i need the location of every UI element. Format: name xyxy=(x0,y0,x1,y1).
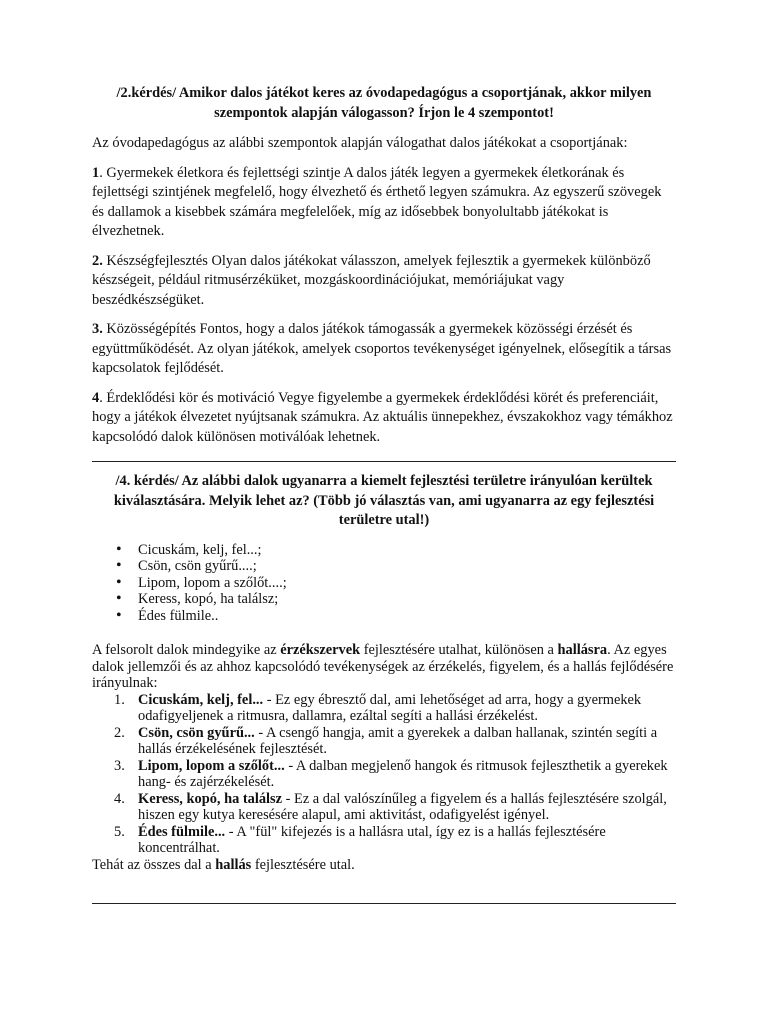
criterion-3 xyxy=(92,320,676,379)
criterion-number: 3. xyxy=(92,321,103,337)
song-item: • Lipom, lopom a szőlőt....; xyxy=(138,575,676,592)
criterion-number: 2. xyxy=(92,252,103,269)
conclusion: Tehát az összes dal a hallás fejlesztésére utal. xyxy=(92,856,355,873)
song-list xyxy=(92,542,676,625)
criterion-2 xyxy=(92,252,676,311)
song-item: • Csön, csön gyűrű....; xyxy=(138,558,676,575)
criterion-number: 1 xyxy=(92,164,100,181)
song-name: Csön, csön gyűrű... xyxy=(138,724,255,741)
answer-item: 2. Csön, csön gyűrű... - A csengő hangja, amit a gyerekek a dalban hallanak, szintén segíti a hallás érzékelésének fejlesztését. xyxy=(114,724,658,757)
criterion-4: 4. Érdeklődési kör és motiváció Vegye figyelembe a gyermekek érdeklődési körét és preferenciáit, hogy a játékok élvezetet nyújtsanak számukra. Az aktuális ünnepekhez, évszakokhoz vagy témákhoz kapcsolódó dalok különösen motiválóak lehetnek. xyxy=(92,389,673,445)
section-divider xyxy=(92,461,676,462)
criterion-text: Gyermekek életkora és fejlettségi szintje A dalos játék legyen a gyermekek életkorának és fejlettségi szintjének megfelelő, hogy élvezhető és érthető legyen számukra. Az egyszerű szövegek és dallamok a kisebbek számára megfelelőek, míg az idősebbek bonyolultabb játékokat is élvezhetnek. xyxy=(92,164,662,239)
criterion-1: 1. Gyermekek életkora és fejlettségi szintje A dalos játék legyen a gyermekek életkorának és fejlettségi szintjének megfelelő, hogy élvezhető és érthető legyen számukra. Az egyszerű szövegek és dallamok a kisebbek számára megfelelőek, míg az idősebbek bonyolultabb játékokat is élvezhetnek. xyxy=(92,164,662,239)
answer-item: 3. Lipom, lopom a szőlőt... - A dalban megjelenő hangok és ritmusok fejleszthetik a gyerekek hang- és zajérzékelését. xyxy=(114,757,668,790)
song-name: Édes fülmile... xyxy=(138,823,226,840)
song-name: Cicuskám, kelj, fel... xyxy=(138,691,264,708)
question-2-intro: Az óvodapedagógus az alábbi szempontok alapján válogathat dalos játékokat a csoportjának: xyxy=(92,135,628,151)
criterion-text: Érdeklődési kör és motiváció Vegye figyelembe a gyermekek érdeklődési körét és preferenciáit, hogy a játékok élvezetet nyújtsanak számukra. Az aktuális ünnepekhez, évszakokhoz vagy témákhoz kapcsolódó dalok különösen motiválóak lehetnek. xyxy=(92,389,673,445)
criterion-text: Közösségépítés Fontos, hogy a dalos játékok támogassák a gyermekek közösségi érzését és együttműködését. Az olyan játékok, amelyek csoportos tevékenységet igényelnek, elősegítik a társas kapcsolatok fejlődését. xyxy=(92,321,672,376)
answer-item: 1. Cicuskám, kelj, fel... - Ez egy ébresztő dal, ami lehetőséget ad arra, hogy a gyermekek odafigyeljenek a ritmusra, dallamra, ezáltal segíti a hallási érzékelést. xyxy=(114,691,642,724)
document-page xyxy=(92,84,676,914)
song-item: • Keress, kopó, ha találsz; xyxy=(138,591,676,608)
question-2-title: /2.kérdés/ Amikor dalos játékot keres az óvodapedagógus a csoportjának, akkor milyen szempontok alapján válogasson? Írjon le 4 szempontot! xyxy=(116,85,652,121)
song-item: • Édes fülmile.. xyxy=(138,608,676,625)
criterion-number: 4 xyxy=(92,389,100,406)
answer-intro: A felsorolt dalok mindegyike az érzékszervek fejlesztésére utalhat, különösen a hallásra. Az egyes dalok jellemzői és az ahhoz kapcsolódó tevékenységek az érzékelés, figyelem, és a hallás fejlődésére irányulnak: xyxy=(92,642,674,691)
question-4-title: /4. kérdés/ Az alábbi dalok ugyanarra a kiemelt fejlesztési területre irányulóan kerültek kiválasztására. Melyik lehet az? (Több jó választás van, ami ugyanarra az egy fejlesztési területre utal!) xyxy=(113,473,655,528)
criterion-text: Készségfejlesztés Olyan dalos játékokat válasszon, amelyek fejlesztik a gyermekek különböző készségeit, például ritmusérzéküket, mozgáskoordinációjukat, memóriájukat vagy beszédkészségüket. xyxy=(92,252,651,308)
song-item: • Cicuskám, kelj, fel...; xyxy=(138,542,676,559)
answer-item: 4. Keress, kopó, ha találsz - Ez a dal valószínűleg a figyelem és a hallás fejlesztésére szolgál, hiszen egy kutya keresésére alapul, ami aktivitást, odafigyelést igényel. xyxy=(114,790,667,823)
answer-list xyxy=(92,692,676,857)
answer-item: 5. Édes fülmile... - A "fül" kifejezés is a hallásra utal, így ez is a hallás fejlesztésére koncentrálhat. xyxy=(114,823,606,856)
song-name: Keress, kopó, ha találsz xyxy=(138,790,283,807)
section-divider-bottom xyxy=(92,903,676,904)
song-name: Lipom, lopom a szőlőt... xyxy=(138,757,285,774)
